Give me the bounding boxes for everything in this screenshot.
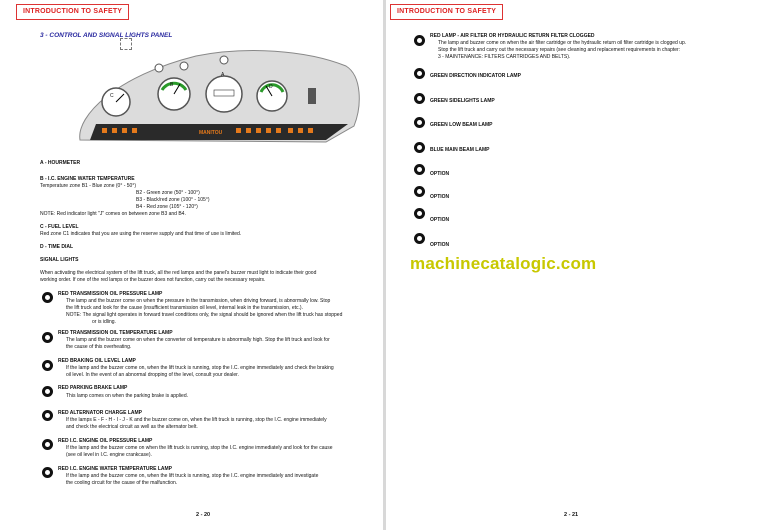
lamp-line: NOTE: The signal light operates in forward travel conditions only, the signal should be ignored when the lift truck has stopped (66, 312, 343, 318)
transmission-oil-pressure-icon (42, 292, 53, 303)
lamp-line: If the lamps E - F - H - I - J - K and the buzzer come on, when the lift truck is running, stop the I.C. engine immediately (66, 417, 327, 423)
direction-indicator-icon (414, 68, 425, 79)
page-number: 2 - 20 (196, 512, 211, 518)
item-b-heading: B - I.C. ENGINE WATER TEMPERATURE (40, 176, 135, 182)
b-line: B3 - Black/red zone (100° - 105°) (136, 197, 210, 203)
lamp-line: If the lamp and the buzzer come on, when the lift truck is running, stop the I.C. engine immediately and check the braking (66, 365, 334, 371)
item-c-heading: C - FUEL LEVEL (40, 224, 79, 230)
transmission-oil-temperature-icon (42, 332, 53, 343)
section-tab: INTRODUCTION TO SAFETY (16, 4, 129, 20)
b-note: NOTE: Red indicator light "J" comes on between zone B3 and B4. (40, 211, 186, 217)
lamp-title: GREEN LOW BEAM LAMP (430, 122, 493, 128)
item-d-heading: D - TIME DIAL (40, 244, 74, 250)
left-page (0, 0, 383, 530)
signal-line: working order. If one of the red lamps or the buzzer does not function, carry out the necessary repairs. (40, 277, 266, 283)
option-icon (414, 208, 425, 219)
low-beam-icon (414, 117, 425, 128)
lamp-line: the cooling circuit for the cause of the malfunction. (66, 480, 178, 486)
lamp-line: the cause of this overheating. (66, 344, 132, 350)
engine-oil-pressure-icon (42, 439, 53, 450)
sidelights-icon (414, 93, 425, 104)
watermark: machinecatalogic.com (410, 254, 597, 273)
brand-logo: MANITOU (199, 130, 223, 136)
lamp-line: the lift truck and look for the cause (insufficient transmission oil level, internal leak in the transmission, etc.). (66, 305, 303, 311)
filter-clogged-icon (414, 35, 425, 46)
lamp-title: RED TRANSMISSION OIL PRESSURE LAMP (58, 291, 163, 297)
section-tab: INTRODUCTION TO SAFETY (390, 4, 503, 20)
lamp-line: and check the electrical circuit as well as the alternator belt. (66, 424, 198, 430)
page-number: 2 - 21 (564, 512, 579, 518)
b-line: B2 - Green zone (50° - 100°) (136, 190, 200, 196)
control-panel-illustration (76, 46, 362, 146)
lamp-line: This lamp comes on when the parking brake is applied. (66, 393, 189, 399)
panel-letter-a: A (221, 72, 225, 78)
lamp-title: RED ALTERNATOR CHARGE LAMP (58, 410, 142, 416)
lamp-line: Stop the lift truck and carry out the necessary repairs (see cleaning and replacement requirements in chapter: (438, 47, 681, 53)
braking-oil-level-icon (42, 360, 53, 371)
lamp-title: OPTION (430, 217, 450, 223)
section-title: 3 - CONTROL AND SIGNAL LIGHTS PANEL (40, 32, 173, 39)
lamp-title: RED BRAKING OIL LEVEL LAMP (58, 358, 136, 364)
lamp-title: RED TRANSMISSION OIL TEMPERATURE LAMP (58, 330, 173, 336)
item-a-heading: A - HOURMETER (40, 160, 81, 166)
signal-line: When activating the electrical system of the lift truck, all the red lamps and the panel's buzzer must light to indicate their good (40, 270, 317, 276)
parking-brake-icon (42, 386, 53, 397)
lamp-title: OPTION (430, 171, 450, 177)
alternator-charge-icon (42, 410, 53, 421)
lamp-title: RED PARKING BRAKE LAMP (58, 385, 128, 391)
lamp-line: oil level. In the event of an abnormal dropping of the level, consult your dealer. (66, 372, 239, 378)
option-icon (414, 233, 425, 244)
option-icon (414, 186, 425, 197)
lamp-title: OPTION (430, 194, 450, 200)
lamp-line: The lamp and the buzzer come on when the pressure in the transmission, when driving forward, is abnormally low. Stop (66, 298, 331, 304)
option-icon (414, 164, 425, 175)
b-line: Temperature zone B1 - Blue zone (0° - 50°) (40, 183, 136, 189)
lamp-line: If the lamp and the buzzer come on when the lift truck is running, stop the I.C. engine immediately and look for the cause (66, 445, 333, 451)
lamp-title: RED I.C. ENGINE WATER TEMPERATURE LAMP (58, 466, 172, 472)
main-beam-icon (414, 142, 425, 153)
engine-water-temperature-icon (42, 467, 53, 478)
lamp-line: The lamp and the buzzer come on when the converter oil temperature is abnormally high. Stop the lift truck and look for (66, 337, 330, 343)
panel-letter-d: D (269, 84, 273, 90)
lamp-title: RED LAMP - AIR FILTER OR HYDRAULIC RETURN FILTER CLOGGED (430, 33, 595, 39)
lamp-title: GREEN DIRECTION INDICATOR LAMP (430, 73, 521, 79)
c-line: Red zone C1 indicates that you are using the reserve supply and that time of use is limited. (40, 231, 242, 237)
panel-letter-b: B (170, 82, 174, 88)
lamp-title: RED I.C. ENGINE OIL PRESSURE LAMP (58, 438, 153, 444)
lamp-line: (see oil level in I.C. engine crankcase). (66, 452, 152, 458)
lamp-title: BLUE MAIN BEAM LAMP (430, 147, 490, 153)
lamp-line: or is idling. (92, 319, 116, 325)
signal-lights-heading: SIGNAL LIGHTS (40, 257, 79, 263)
lamp-title: OPTION (430, 242, 450, 248)
b-line: B4 - Red zone (105° - 120°) (136, 204, 198, 210)
lamp-line: If the lamp and the buzzer come on, when the lift truck is running, stop the I.C. engine immediately and investigate (66, 473, 319, 479)
lamp-line: 3 - MAINTENANCE: FILTERS CARTRIDGES AND BELTS). (438, 54, 571, 60)
lamp-line: The lamp and buzzer come on when the air filter cartridge or the hydraulic return oil filter cartridge is clogged up. (438, 40, 687, 46)
lamp-title: GREEN SIDELIGHTS LAMP (430, 98, 495, 104)
panel-letter-c: C (110, 93, 114, 99)
